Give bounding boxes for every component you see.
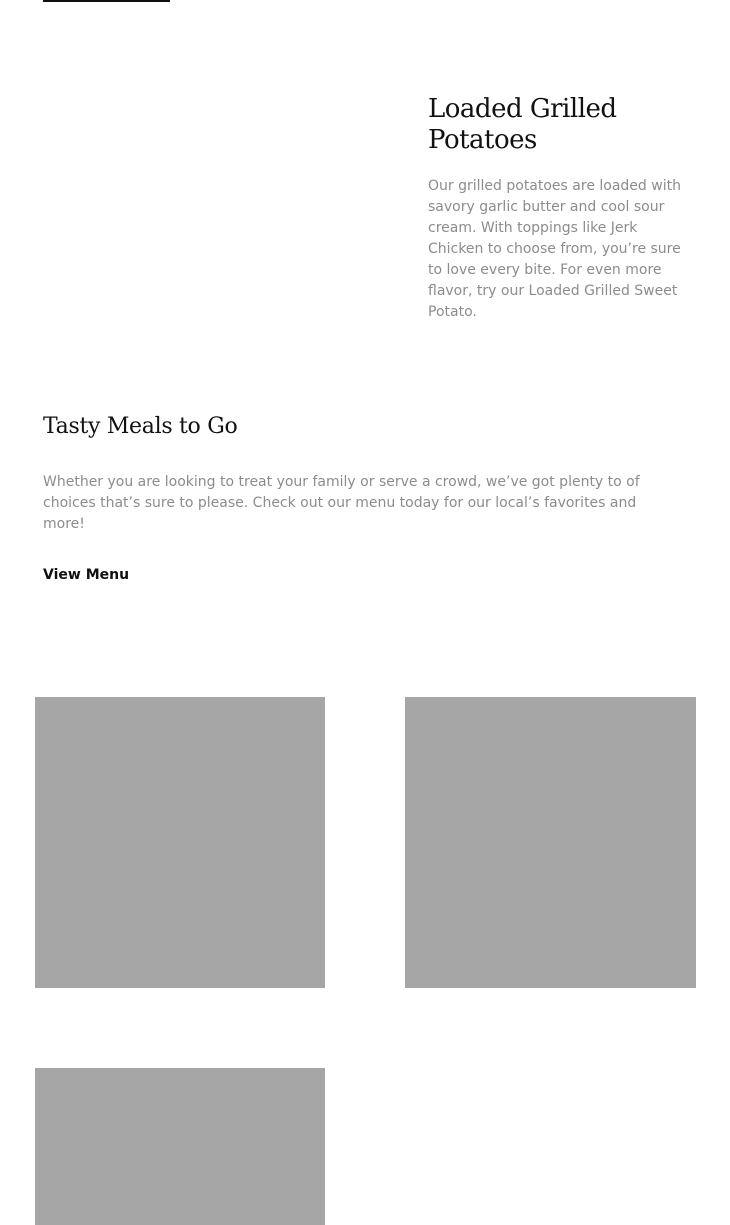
feature-title: Loaded Grilled Potatoes [428,94,617,155]
meals-section [43,412,683,585]
gallery-image[interactable] [35,1068,325,1225]
gallery-image[interactable] [405,697,696,988]
top-divider [43,0,170,2]
view-menu-link[interactable]: View Menu [43,567,130,583]
meals-title: Tasty Meals to Go [43,414,238,439]
feature-image [43,70,373,350]
gallery-image[interactable] [35,697,325,988]
feature-block [428,94,694,323]
meals-description: Whether you are looking to treat your family or serve a crowd, we’ve got plenty to of choices that’s sure to please. Check out our menu today for our local’s favorites and more! [43,474,640,532]
feature-description: Our grilled potatoes are loaded with savory garlic butter and cool sour cream. With toppings like Jerk Chicken to choose from, you’re sure to love every bite. For even more flavor, try our Loaded Grilled Sweet Potato. [428,178,681,320]
